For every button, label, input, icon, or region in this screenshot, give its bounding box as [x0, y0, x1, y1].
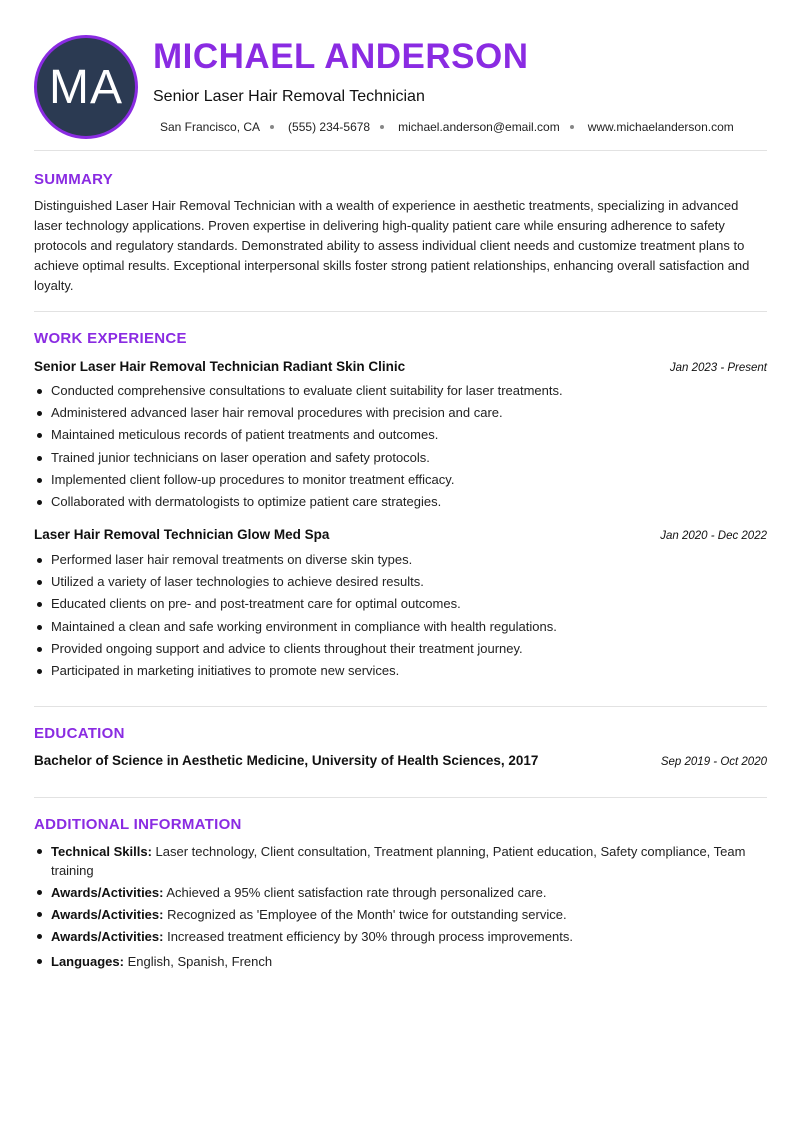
contact-phone: (555) 234-5678 — [288, 120, 371, 134]
job-header — [34, 359, 767, 374]
summary-text: Distinguished Laser Hair Removal Technician with a wealth of experience in aesthetic treatments, specializing in advanced laser technology applications. Proven expertise in delivering high-quality patient care while ensuring adherence to safety protocols and regulatory standards. Demonstrated ability to assess individual client needs and customize treatment plans to achieve optimal results. Exceptional interpersonal skills foster strong patient relationships, enhancing overall satisfaction and loyalty. — [34, 198, 750, 293]
list-item: Educated clients on pre- and post-treatment care for optimal outcomes. — [34, 593, 767, 615]
item-label: Awards/Activities: — [51, 929, 164, 944]
list-item — [34, 842, 767, 880]
education-degree: Bachelor of Science in Aesthetic Medicine, University of Health Sciences, 2017 — [34, 753, 539, 768]
education-entry — [34, 753, 767, 768]
education-dates: Sep 2019 - Oct 2020 — [660, 756, 767, 768]
list-item: Maintained meticulous records of patient treatments and outcomes. — [34, 424, 767, 446]
separator-dot-icon — [570, 125, 574, 129]
list-item: Provided ongoing support and advice to clients throughout their treatment journey. — [34, 638, 767, 660]
list-item: Performed laser hair removal treatments on diverse skin types. — [34, 549, 767, 571]
divider — [34, 311, 767, 312]
contact-website[interactable]: www.michaelanderson.com — [587, 120, 734, 134]
list-item — [34, 905, 767, 924]
job-role: Laser Hair Removal Technician Glow Med Spa — [34, 527, 330, 542]
divider — [34, 706, 767, 707]
list-item: Conducted comprehensive consultations to evaluate client suitability for laser treatments. — [34, 380, 767, 402]
contact-bar — [160, 120, 734, 134]
job-title: Senior Laser Hair Removal Technician — [153, 88, 425, 105]
candidate-name: MICHAEL ANDERSON — [153, 37, 529, 76]
contact-email[interactable]: michael.anderson@email.com — [398, 120, 560, 134]
job-dates: Jan 2020 - Dec 2022 — [660, 530, 767, 542]
list-item: Implemented client follow-up procedures to monitor treatment efficacy. — [34, 469, 767, 491]
item-text: Achieved a 95% client satisfaction rate through personalized care. — [163, 885, 547, 900]
job-header — [34, 527, 767, 542]
divider — [34, 797, 767, 798]
divider — [34, 150, 767, 151]
experience-heading: WORK EXPERIENCE — [34, 330, 187, 347]
list-item: Maintained a clean and safe working environment in compliance with health regulations. — [34, 616, 767, 638]
additional-heading: ADDITIONAL INFORMATION — [34, 816, 242, 833]
list-item: Collaborated with dermatologists to optimize patient care strategies. — [34, 491, 767, 513]
item-label: Awards/Activities: — [51, 885, 164, 900]
contact-location: San Francisco, CA — [160, 120, 261, 134]
avatar-initials: MA — [49, 60, 123, 114]
list-item: Participated in marketing initiatives to promote new services. — [34, 660, 767, 682]
item-text: Laser technology, Client consultation, Treatment planning, Patient education, Safety compliance, Team training — [51, 844, 746, 878]
item-text: Recognized as 'Employee of the Month' twice for outstanding service. — [163, 907, 567, 922]
job-dates: Jan 2023 - Present — [669, 362, 767, 374]
job-bullets — [34, 549, 767, 682]
list-item — [34, 883, 767, 902]
job-role: Senior Laser Hair Removal Technician Radiant Skin Clinic — [34, 359, 406, 374]
item-label: Technical Skills: — [51, 844, 152, 859]
item-label: Languages: — [51, 954, 124, 969]
list-item — [34, 927, 767, 946]
additional-list — [34, 842, 767, 974]
list-item — [34, 952, 767, 971]
job-bullets — [34, 380, 767, 513]
list-item: Trained junior technicians on laser operation and safety protocols. — [34, 447, 767, 469]
list-item: Utilized a variety of laser technologies to achieve desired results. — [34, 571, 767, 593]
summary-heading: SUMMARY — [34, 171, 114, 188]
separator-dot-icon — [380, 125, 384, 129]
item-text: English, Spanish, French — [123, 954, 273, 969]
item-text: Increased treatment efficiency by 30% through process improvements. — [163, 929, 573, 944]
separator-dot-icon — [270, 125, 274, 129]
item-label: Awards/Activities: — [51, 907, 164, 922]
education-heading: EDUCATION — [34, 725, 125, 742]
list-item: Administered advanced laser hair removal procedures with precision and care. — [34, 402, 767, 424]
avatar — [34, 35, 138, 139]
